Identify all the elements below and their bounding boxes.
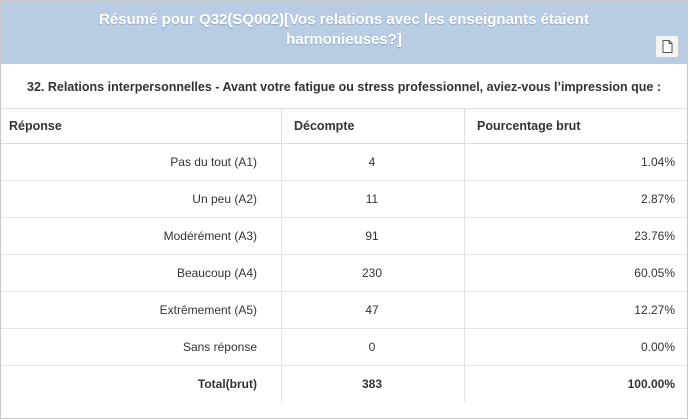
row-label: Sans réponse [1,329,282,366]
summary-table [1,108,687,402]
row-count: 230 [282,255,465,292]
row-label: Un peu (A2) [1,181,282,218]
total-percent: 100.00% [627,377,675,392]
row-label: Pas du tout (A1) [1,144,282,181]
row-percent: 0.00% [465,329,688,366]
row-percent: 12.27% [465,292,688,329]
table-row [1,329,687,366]
question-text: 32. Relations interpersonnelles - Avant votre fatigue ou stress professionnel, aviez-vous l’impression que : [27,80,661,94]
row-percent: 1.04% [465,144,688,181]
table-row [1,181,687,218]
column-header-pourcentage: Pourcentage brut [465,109,688,144]
table-total-row [1,366,687,403]
total-label: Total(brut) [1,366,282,403]
table-header-row [1,109,687,144]
column-header-reponse: Réponse [1,109,282,144]
page-title: Résumé pour Q32(SQ002)[Vos relations avec les enseignants étaient harmonieuses?] [99,11,589,49]
table-row [1,218,687,255]
row-count: 0 [282,329,465,366]
document-export-icon-glyph [662,40,673,53]
row-percent: 2.87% [465,181,688,218]
row-count: 91 [282,218,465,255]
document-export-icon[interactable] [655,35,679,58]
panel-header [1,1,687,64]
table-row [1,292,687,329]
row-label: Modérément (A3) [1,218,282,255]
column-header-decompte: Décompte [282,109,465,144]
table-row [1,144,687,181]
row-percent: 23.76% [465,218,688,255]
total-count: 383 [282,366,465,403]
row-count: 47 [282,292,465,329]
row-count: 4 [282,144,465,181]
row-label: Extrêmement (A5) [1,292,282,329]
table-row [1,255,687,292]
row-percent: 60.05% [465,255,688,292]
row-count: 11 [282,181,465,218]
row-label: Beaucoup (A4) [1,255,282,292]
